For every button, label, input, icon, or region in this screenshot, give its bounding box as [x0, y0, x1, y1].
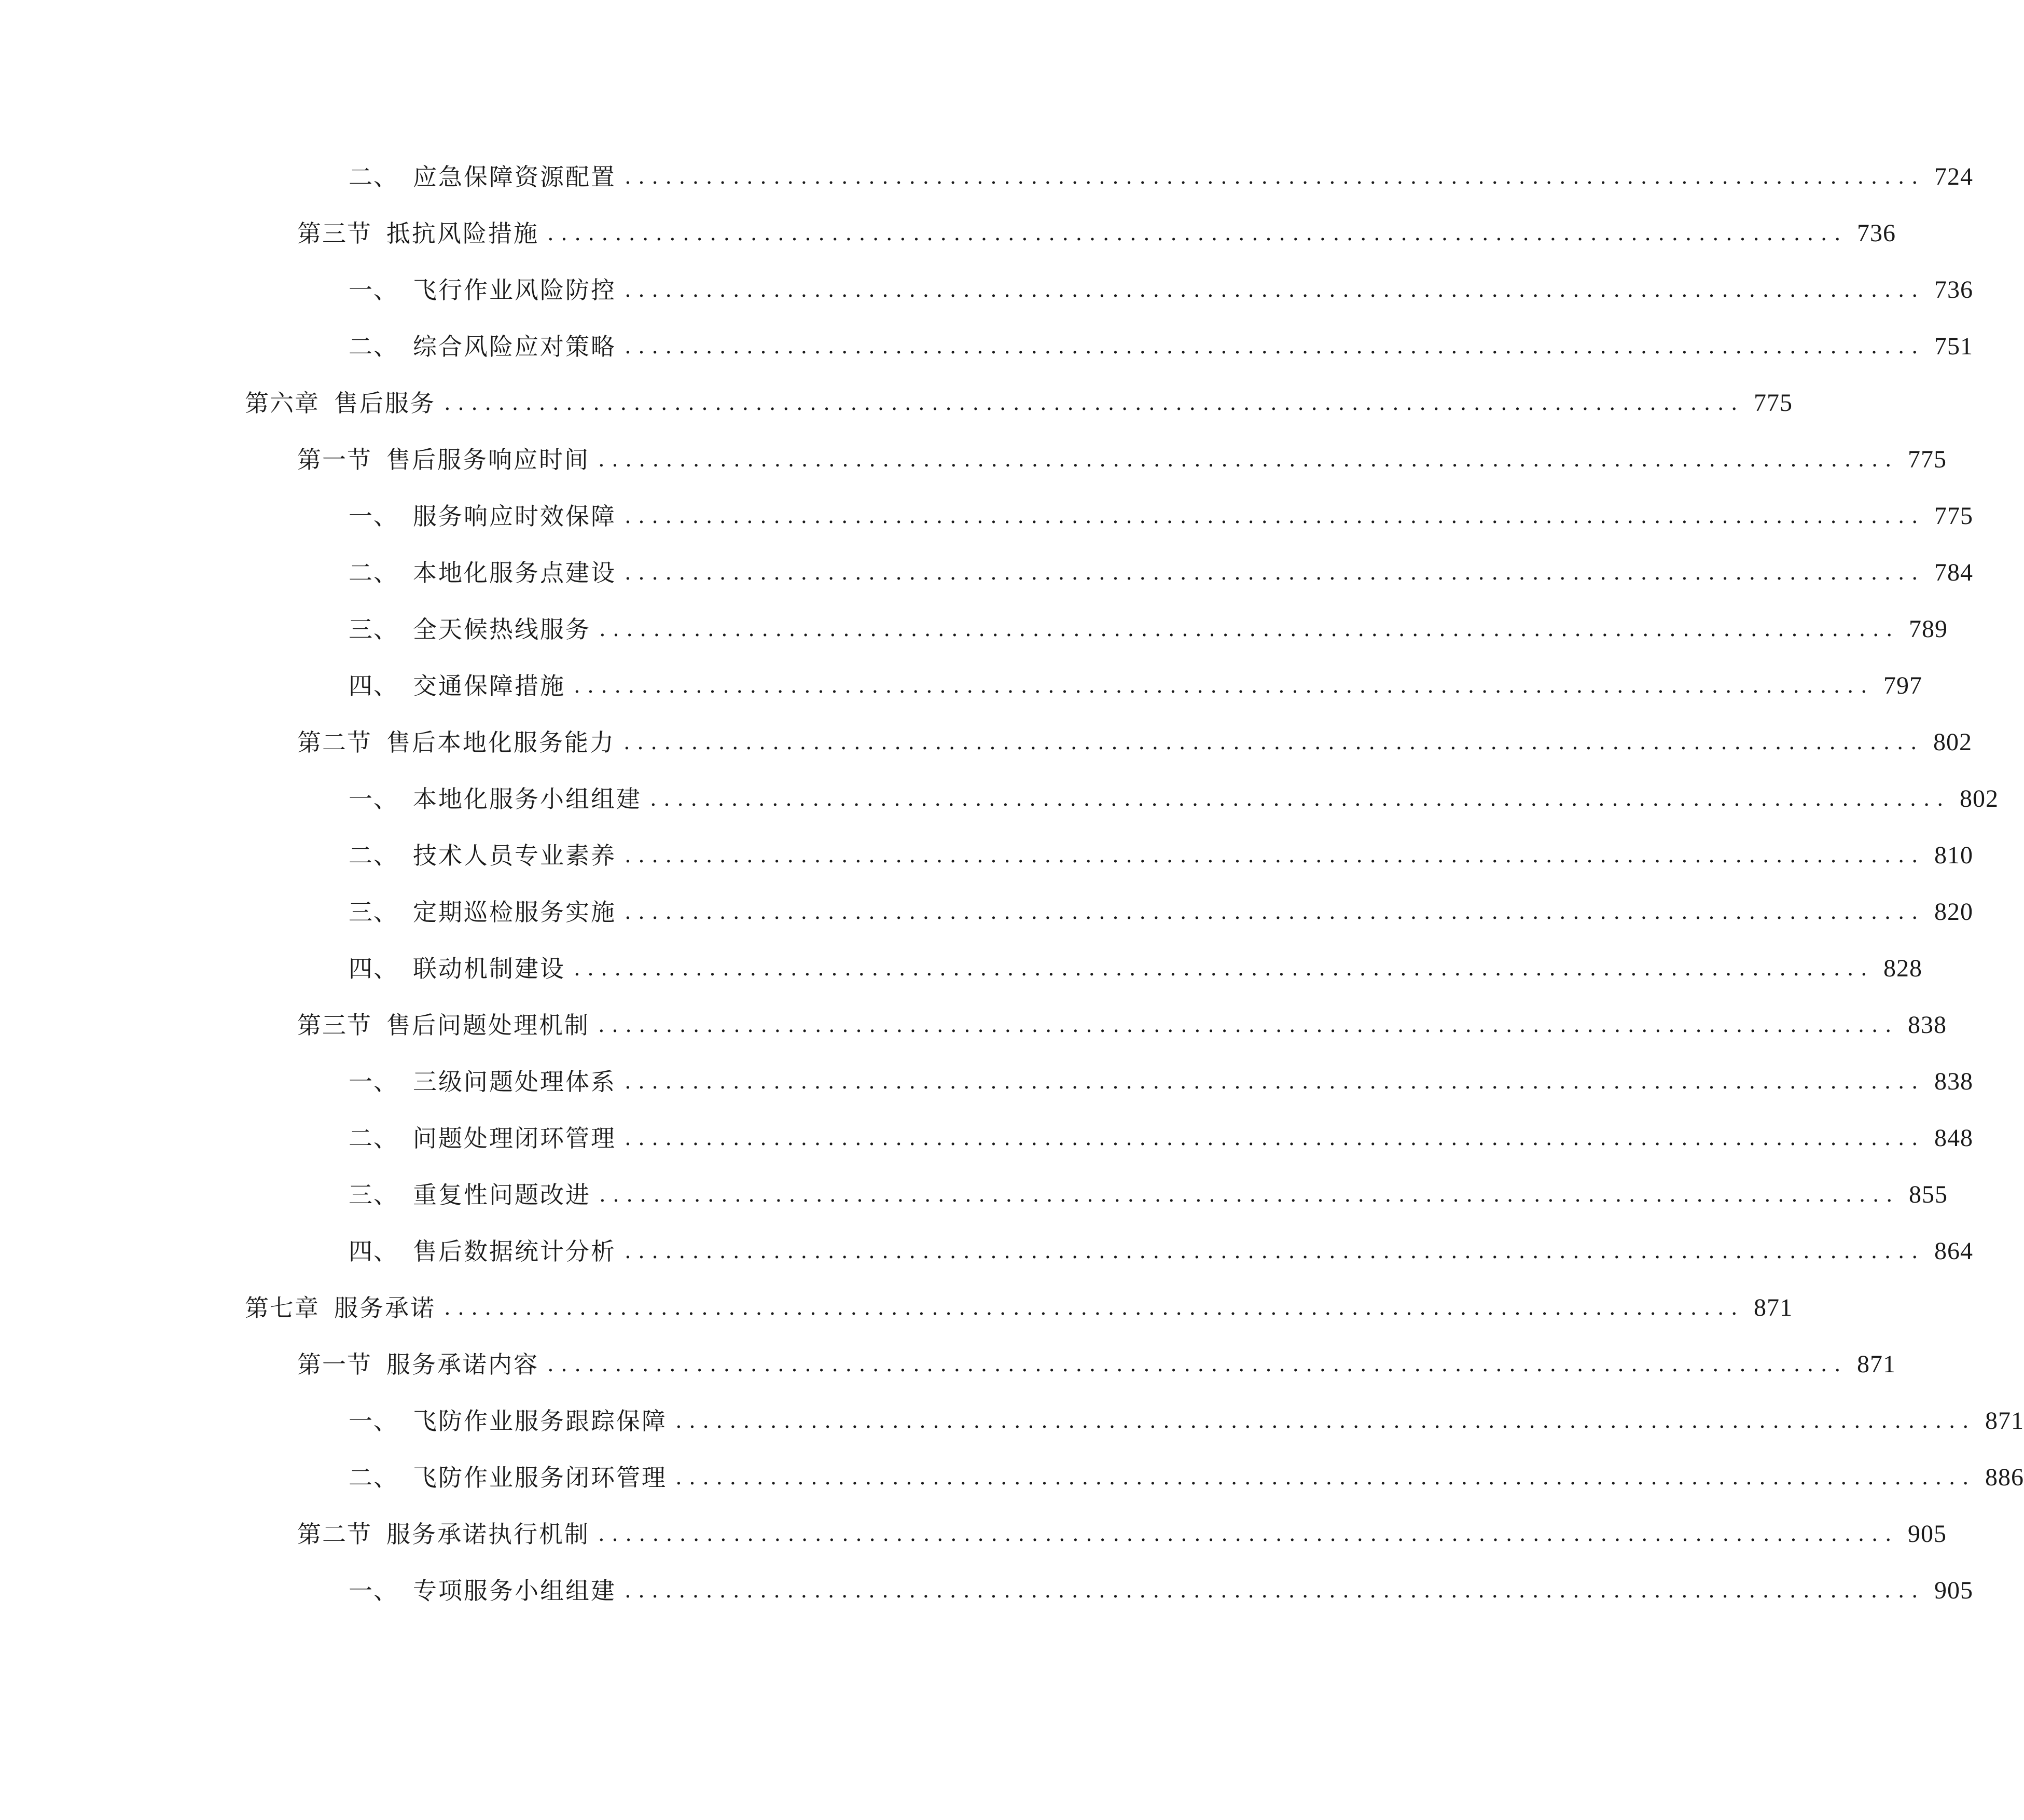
toc-entry[interactable] — [349, 603, 1948, 645]
toc-entry[interactable] — [297, 434, 1947, 475]
toc-entry-title: 抵抗风险措施 — [386, 219, 539, 247]
toc-entry[interactable] — [297, 208, 1896, 249]
toc-entry[interactable] — [297, 999, 1947, 1041]
toc-dot-leader: ................................................................................................ — [650, 787, 1951, 811]
toc-entry-number: 第七章 — [245, 1294, 320, 1322]
toc-entry-page: 864 — [1934, 1237, 1974, 1265]
toc-entry[interactable] — [349, 1452, 2024, 1493]
toc-dot-leader: ................................................................................................ — [599, 1183, 1900, 1207]
toc-dot-leader: ................................................................................................ — [574, 674, 1875, 698]
toc-entry-page: 802 — [1933, 728, 1973, 756]
toc-entry[interactable] — [297, 716, 1973, 758]
toc-entry-title: 飞防作业服务闭环管理 — [413, 1464, 667, 1492]
toc-dot-leader: ................................................................................................ — [625, 1239, 1925, 1263]
toc-entry-page: 820 — [1934, 898, 1974, 926]
toc-entry-page: 810 — [1934, 842, 1974, 869]
toc-entry-title: 服务承诺 — [334, 1294, 436, 1322]
toc-entry[interactable] — [297, 1339, 1896, 1380]
toc-entry[interactable] — [349, 660, 1923, 701]
toc-entry-title: 三级问题处理体系 — [413, 1068, 616, 1096]
toc-entry-number: 第三节 — [297, 1011, 372, 1039]
toc-dot-leader: ................................................................................................ — [625, 900, 1925, 924]
toc-entry-number: 二、 — [349, 163, 398, 191]
toc-entry-number: 二、 — [349, 1124, 398, 1152]
toc-entry-title: 飞行作业风险防控 — [413, 276, 616, 304]
toc-entry-number: 一、 — [349, 1407, 398, 1435]
toc-dot-leader: ................................................................................................ — [675, 1466, 1976, 1490]
toc-dot-leader: ................................................................................................ — [444, 391, 1745, 415]
toc-entry[interactable] — [349, 1169, 1948, 1210]
toc-dot-leader: ................................................................................................ — [625, 561, 1925, 585]
toc-entry-number: 二、 — [349, 842, 398, 870]
toc-entry[interactable] — [297, 1508, 1947, 1550]
toc-entry-page: 789 — [1909, 615, 1948, 643]
toc-dot-leader: ................................................................................................ — [625, 278, 1925, 302]
toc-entry-page: 886 — [1985, 1464, 2024, 1491]
toc-dot-leader: ................................................................................................ — [598, 1522, 1899, 1546]
toc-entry[interactable] — [349, 1395, 2024, 1437]
toc-entry-title: 售后服务 — [334, 389, 436, 417]
toc-entry-number: 二、 — [349, 559, 398, 587]
toc-dot-leader: ................................................................................................ — [623, 730, 1924, 754]
toc-entry-title: 服务承诺执行机制 — [386, 1520, 590, 1548]
toc-entry-title: 交通保障措施 — [413, 672, 565, 700]
toc-entry-title: 应急保障资源配置 — [413, 163, 616, 191]
toc-dot-leader: ................................................................................................ — [625, 165, 1925, 189]
toc-dot-leader: ................................................................................................ — [625, 504, 1925, 528]
toc-entry[interactable] — [349, 547, 1974, 588]
toc-entry-title: 技术人员专业素养 — [413, 842, 616, 870]
toc-entry-number: 四、 — [349, 955, 398, 983]
toc-entry-page: 784 — [1934, 559, 1974, 586]
toc-entry-title: 全天候热线服务 — [413, 615, 591, 643]
toc-entry-number: 四、 — [349, 1237, 398, 1265]
toc-dot-leader: ................................................................................................ — [625, 1070, 1925, 1094]
toc-entry-page: 802 — [1960, 785, 1999, 812]
toc-entry-page: 775 — [1754, 389, 1793, 417]
toc-entry[interactable] — [349, 773, 1999, 815]
toc-entry-page: 848 — [1934, 1124, 1974, 1152]
toc-entry-page: 775 — [1934, 502, 1974, 530]
toc-entry-number: 二、 — [349, 1464, 398, 1492]
toc-entry-title: 本地化服务小组组建 — [413, 785, 642, 813]
toc-entry[interactable] — [349, 830, 1974, 871]
toc-entry-number: 一、 — [349, 1068, 398, 1096]
toc-entry-page: 736 — [1934, 276, 1974, 304]
toc-entry[interactable] — [349, 1056, 1974, 1097]
toc-entry-page: 871 — [1754, 1294, 1793, 1321]
toc-entry-number: 第一节 — [297, 446, 372, 474]
toc-entry-page: 838 — [1934, 1068, 1974, 1095]
toc-entry-number: 一、 — [349, 502, 398, 530]
toc-entry-title: 售后服务响应时间 — [386, 446, 590, 474]
toc-entry-number: 一、 — [349, 785, 398, 813]
toc-entry-title: 售后本地化服务能力 — [386, 728, 615, 756]
toc-entry-page: 736 — [1857, 219, 1896, 247]
toc-dot-leader: ................................................................................................ — [574, 957, 1875, 981]
toc-entry-title: 飞防作业服务跟踪保障 — [413, 1407, 667, 1435]
toc-entry-title: 定期巡检服务实施 — [413, 898, 616, 926]
toc-entry-page: 905 — [1934, 1577, 1974, 1604]
toc-entry-page: 905 — [1908, 1520, 1947, 1548]
toc-entry-page: 797 — [1883, 672, 1923, 699]
toc-entry-page: 871 — [1857, 1350, 1896, 1378]
toc-entry-page: 871 — [1985, 1407, 2024, 1435]
toc-entry-number: 三、 — [349, 615, 398, 643]
toc-entry-number: 一、 — [349, 276, 398, 304]
toc-entry[interactable] — [349, 943, 1923, 984]
toc-entry-title: 本地化服务点建设 — [413, 559, 616, 587]
toc-entry-title: 综合风险应对策略 — [413, 333, 616, 361]
toc-dot-leader: ................................................................................................ — [625, 335, 1925, 359]
toc-entry-number: 第三节 — [297, 219, 372, 247]
toc-entry-number: 二、 — [349, 333, 398, 361]
toc-entry[interactable] — [349, 321, 1974, 362]
toc-entry-title: 专项服务小组组建 — [413, 1577, 616, 1605]
toc-entry-title: 售后问题处理机制 — [386, 1011, 590, 1039]
toc-entry[interactable] — [245, 1282, 1793, 1323]
toc-dot-leader: ................................................................................................ — [444, 1296, 1745, 1320]
toc-entry-number: 第二节 — [297, 1520, 372, 1548]
toc-entry-title: 售后数据统计分析 — [413, 1237, 616, 1265]
toc-entry-title: 联动机制建设 — [413, 955, 565, 983]
toc-dot-leader: ................................................................................................ — [599, 617, 1900, 641]
toc-entry-page: 775 — [1908, 446, 1947, 473]
toc-entry-page: 724 — [1934, 163, 1974, 190]
toc-dot-leader: ................................................................................................ — [625, 1126, 1925, 1150]
toc-entry-page: 751 — [1934, 333, 1974, 360]
toc-entry-number: 第二节 — [297, 728, 372, 756]
toc-entry[interactable] — [245, 377, 1793, 419]
toc-entry-number: 三、 — [349, 898, 398, 926]
toc-dot-leader: ................................................................................................ — [598, 1013, 1899, 1037]
toc-entry-page: 855 — [1909, 1181, 1948, 1208]
toc-entry[interactable] — [349, 151, 1974, 192]
toc-entry-title: 问题处理闭环管理 — [413, 1124, 616, 1152]
toc-entry[interactable] — [349, 1112, 1974, 1154]
toc-entry[interactable] — [349, 886, 1974, 928]
toc-entry[interactable] — [349, 1565, 1974, 1606]
toc-entry-number: 第六章 — [245, 389, 320, 417]
toc-entry[interactable] — [349, 490, 1974, 532]
toc-entry-title: 重复性问题改进 — [413, 1181, 591, 1209]
toc-dot-leader: ................................................................................................ — [675, 1409, 1976, 1433]
toc-entry[interactable] — [349, 264, 1974, 306]
toc-dot-leader: ................................................................................................ — [547, 1353, 1848, 1376]
toc-entry-number: 四、 — [349, 672, 398, 700]
toc-dot-leader: ................................................................................................ — [547, 222, 1848, 245]
toc-dot-leader: ................................................................................................ — [598, 448, 1899, 472]
toc-entry[interactable] — [349, 1225, 1974, 1267]
toc-entry-number: 一、 — [349, 1577, 398, 1605]
toc-entry-page: 838 — [1908, 1011, 1947, 1039]
toc-entry-number: 第一节 — [297, 1350, 372, 1378]
toc-entry-number: 三、 — [349, 1181, 398, 1209]
toc-dot-leader: ................................................................................................ — [625, 1579, 1925, 1603]
toc-entry-title: 服务响应时效保障 — [413, 502, 616, 530]
toc-entry-title: 服务承诺内容 — [386, 1350, 539, 1378]
toc-entry-page: 828 — [1883, 955, 1923, 982]
toc-dot-leader: ................................................................................................ — [625, 844, 1925, 867]
